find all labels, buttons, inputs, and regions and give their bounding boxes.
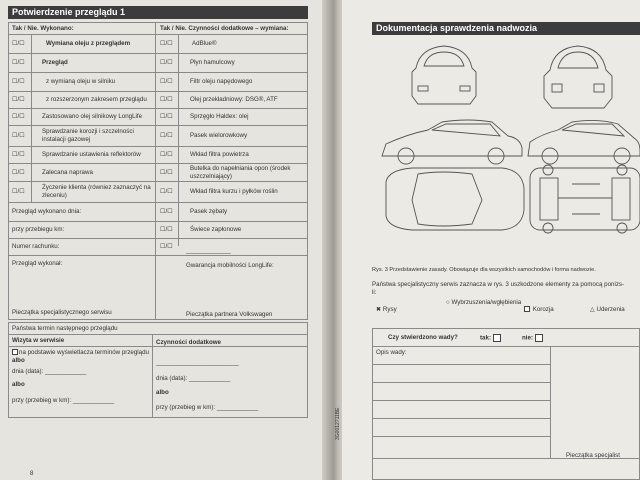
bodywork-title: Dokumentacja sprawdzenia nadwozia xyxy=(372,22,640,35)
checkbox-pair[interactable]: ☐/☐ xyxy=(160,226,173,233)
item-headlights: Sprawdzanie ustawienia reflektorów xyxy=(42,151,141,158)
checkbox-pair[interactable]: ☐/☐ xyxy=(12,188,25,195)
item-przeglad: Przegląd xyxy=(42,59,68,66)
checkbox-pair[interactable]: ☐/☐ xyxy=(160,59,173,66)
albo-label: albo xyxy=(156,389,169,396)
instruction-text: Państwa specjalistyczny serwis zaznacza w rys. 3 uszkodzone elementy za pomocą ponizs- xyxy=(372,281,625,288)
checkbox-pair[interactable]: ☐/☐ xyxy=(12,59,25,66)
display-checkbox[interactable] xyxy=(12,349,18,355)
checkbox-pair[interactable]: ☐/☐ xyxy=(160,78,173,85)
longlife-guarantee-label: Gwarancja mobilności LongLife: xyxy=(186,262,274,269)
albo-label: albo xyxy=(12,381,25,388)
blank-line: _____________ xyxy=(186,247,231,254)
extra-tasks-header: Czynności dodatkowe xyxy=(156,339,221,346)
impact-icon: △ xyxy=(590,306,595,313)
performed-by-label: Przegląd wykonał: xyxy=(12,260,63,267)
checkbox-pair[interactable]: ☐/☐ xyxy=(12,132,25,139)
checkbox-pair[interactable]: ☐/☐ xyxy=(160,188,173,195)
item-timing-belt: Pasek zębaty xyxy=(190,208,228,215)
defects-question: Czy stwierdzono wady? xyxy=(388,334,458,341)
checkbox-pair[interactable]: ☐/☐ xyxy=(160,151,173,158)
item-brake-fluid: Płyn hamulcowy xyxy=(190,59,235,66)
legend-scratches: Rysy xyxy=(382,306,397,313)
left-column-header: Tak / Nie. Wykonano: xyxy=(12,25,74,32)
yes-label: tak: xyxy=(480,334,492,342)
date-field-label: dnia (data): ____________ xyxy=(12,368,87,375)
corrosion-icon xyxy=(524,306,530,312)
item-spark-plugs: Świece zapłonowe xyxy=(190,226,242,233)
next-service-title: Państwa termin następnego przeglądu xyxy=(12,325,118,332)
legend-dents: Wybrzuszenia/wgłębienia xyxy=(451,299,522,306)
checkbox-pair[interactable]: ☐/☐ xyxy=(160,243,173,250)
checkbox-pair[interactable]: ☐/☐ xyxy=(160,132,173,139)
mileage-field-label: przy (przebieg w km): ____________ xyxy=(12,397,115,404)
inspection-title: Potwierdzenie przeglądu 1 xyxy=(8,6,308,19)
legend-impacts: Uderzenia xyxy=(596,306,625,313)
checkbox-pair[interactable]: ☐/☐ xyxy=(12,169,25,176)
mileage-field-label: przy (przebieg w km): ____________ xyxy=(156,404,259,411)
checkbox-pair[interactable]: ☐/☐ xyxy=(160,113,173,120)
right-page xyxy=(335,0,640,480)
inspection-date-label: Przegląd wykonano dnia: xyxy=(12,208,82,215)
vertical-code: 3G0012711BE xyxy=(335,407,341,440)
item-oil-change: Wymiana oleju z przeglądem xyxy=(46,40,131,47)
instruction-text-2: li: xyxy=(372,289,377,296)
item-diesel-filter: Filtr oleju napędowego xyxy=(190,78,253,85)
date-field-label: dnia (data): ____________ xyxy=(156,375,231,382)
item-customer-wish: Życzenie klienta (równiez zaznaczyć na zleceniu) xyxy=(42,184,151,199)
albo-label: albo xyxy=(12,357,25,364)
checkbox-pair[interactable]: ☐/☐ xyxy=(160,40,173,47)
scratch-icon: ✖ xyxy=(376,306,382,313)
dent-icon: ○ xyxy=(446,299,450,306)
checkbox-pair[interactable]: ☐/☐ xyxy=(160,208,173,215)
partner-stamp-label: Pieczątka partnera Volkswagen xyxy=(186,311,273,318)
checkbox-pair[interactable]: ☐/☐ xyxy=(160,96,173,103)
no-label: nie: xyxy=(522,334,534,342)
yes-checkbox[interactable] xyxy=(493,334,501,342)
checkbox-pair[interactable]: ☐/☐ xyxy=(12,40,25,47)
blank-line: ________________________ xyxy=(156,359,239,366)
checkbox-pair[interactable]: ☐/☐ xyxy=(12,96,25,103)
stamp-label: Pieczątka specjalist xyxy=(566,452,620,459)
item-air-filter: Wkład filtra powietrza xyxy=(190,151,249,158)
car-diagram xyxy=(372,38,640,258)
figure-caption: Rys. 3 Przedstawienie zasady. Obowiązuje dla wszystkich samochodów i forma nadwozie. xyxy=(372,267,596,273)
visit-header: Wizyta w serwisie xyxy=(12,337,65,344)
item-engine-oil: z wymianą oleju w silniku xyxy=(46,78,116,85)
invoice-number-label: Numer rachunku: xyxy=(12,243,60,250)
item-belt: Pasek wielorowkowy xyxy=(190,132,248,139)
checkbox-pair[interactable]: ☐/☐ xyxy=(12,78,25,85)
checkbox-pair[interactable]: ☐/☐ xyxy=(12,151,25,158)
item-extended: z rozszerzonym zakresem przeglądu xyxy=(46,96,147,103)
page-number: 8 xyxy=(30,470,34,477)
right-column-header: Tak / Nie. Czynności dodatkowe – wymiana: xyxy=(160,25,289,32)
checkbox-pair[interactable]: ☐/☐ xyxy=(12,113,25,120)
item-tire-sealant: Butelka do napełniania opon (środek uszczelniający) xyxy=(190,165,291,180)
item-longlife: Zastosowano olej silnikowy LongLife xyxy=(42,113,143,120)
item-pollen-filter: Wkład filtra kurzu i pyłków roślin xyxy=(190,188,278,195)
no-checkbox[interactable] xyxy=(535,334,543,342)
checkbox-pair[interactable]: ☐/☐ xyxy=(160,169,173,176)
item-corrosion: Sprawdzanie korozji i szczelności instalacji gazowej xyxy=(42,128,134,143)
item-gear-oil: Olej przekładniowy: DSG®, ATF xyxy=(190,96,278,103)
legend-corrosion: Korozja xyxy=(532,306,554,313)
mileage-label: przy przebiegu km: xyxy=(12,226,65,233)
item-repair: Zalecana naprawa xyxy=(42,169,93,176)
defect-description-label: Opis wady: xyxy=(376,349,407,356)
item-haldex: Sprzęgło Haldex: olej xyxy=(190,113,249,120)
display-based-label: na podstawie wyświetlacza terminów przeglądu xyxy=(19,349,150,356)
item-adblue: AdBlue® xyxy=(192,40,217,47)
service-stamp-label: Pieczątka specjalistycznego serwisu xyxy=(12,309,112,316)
